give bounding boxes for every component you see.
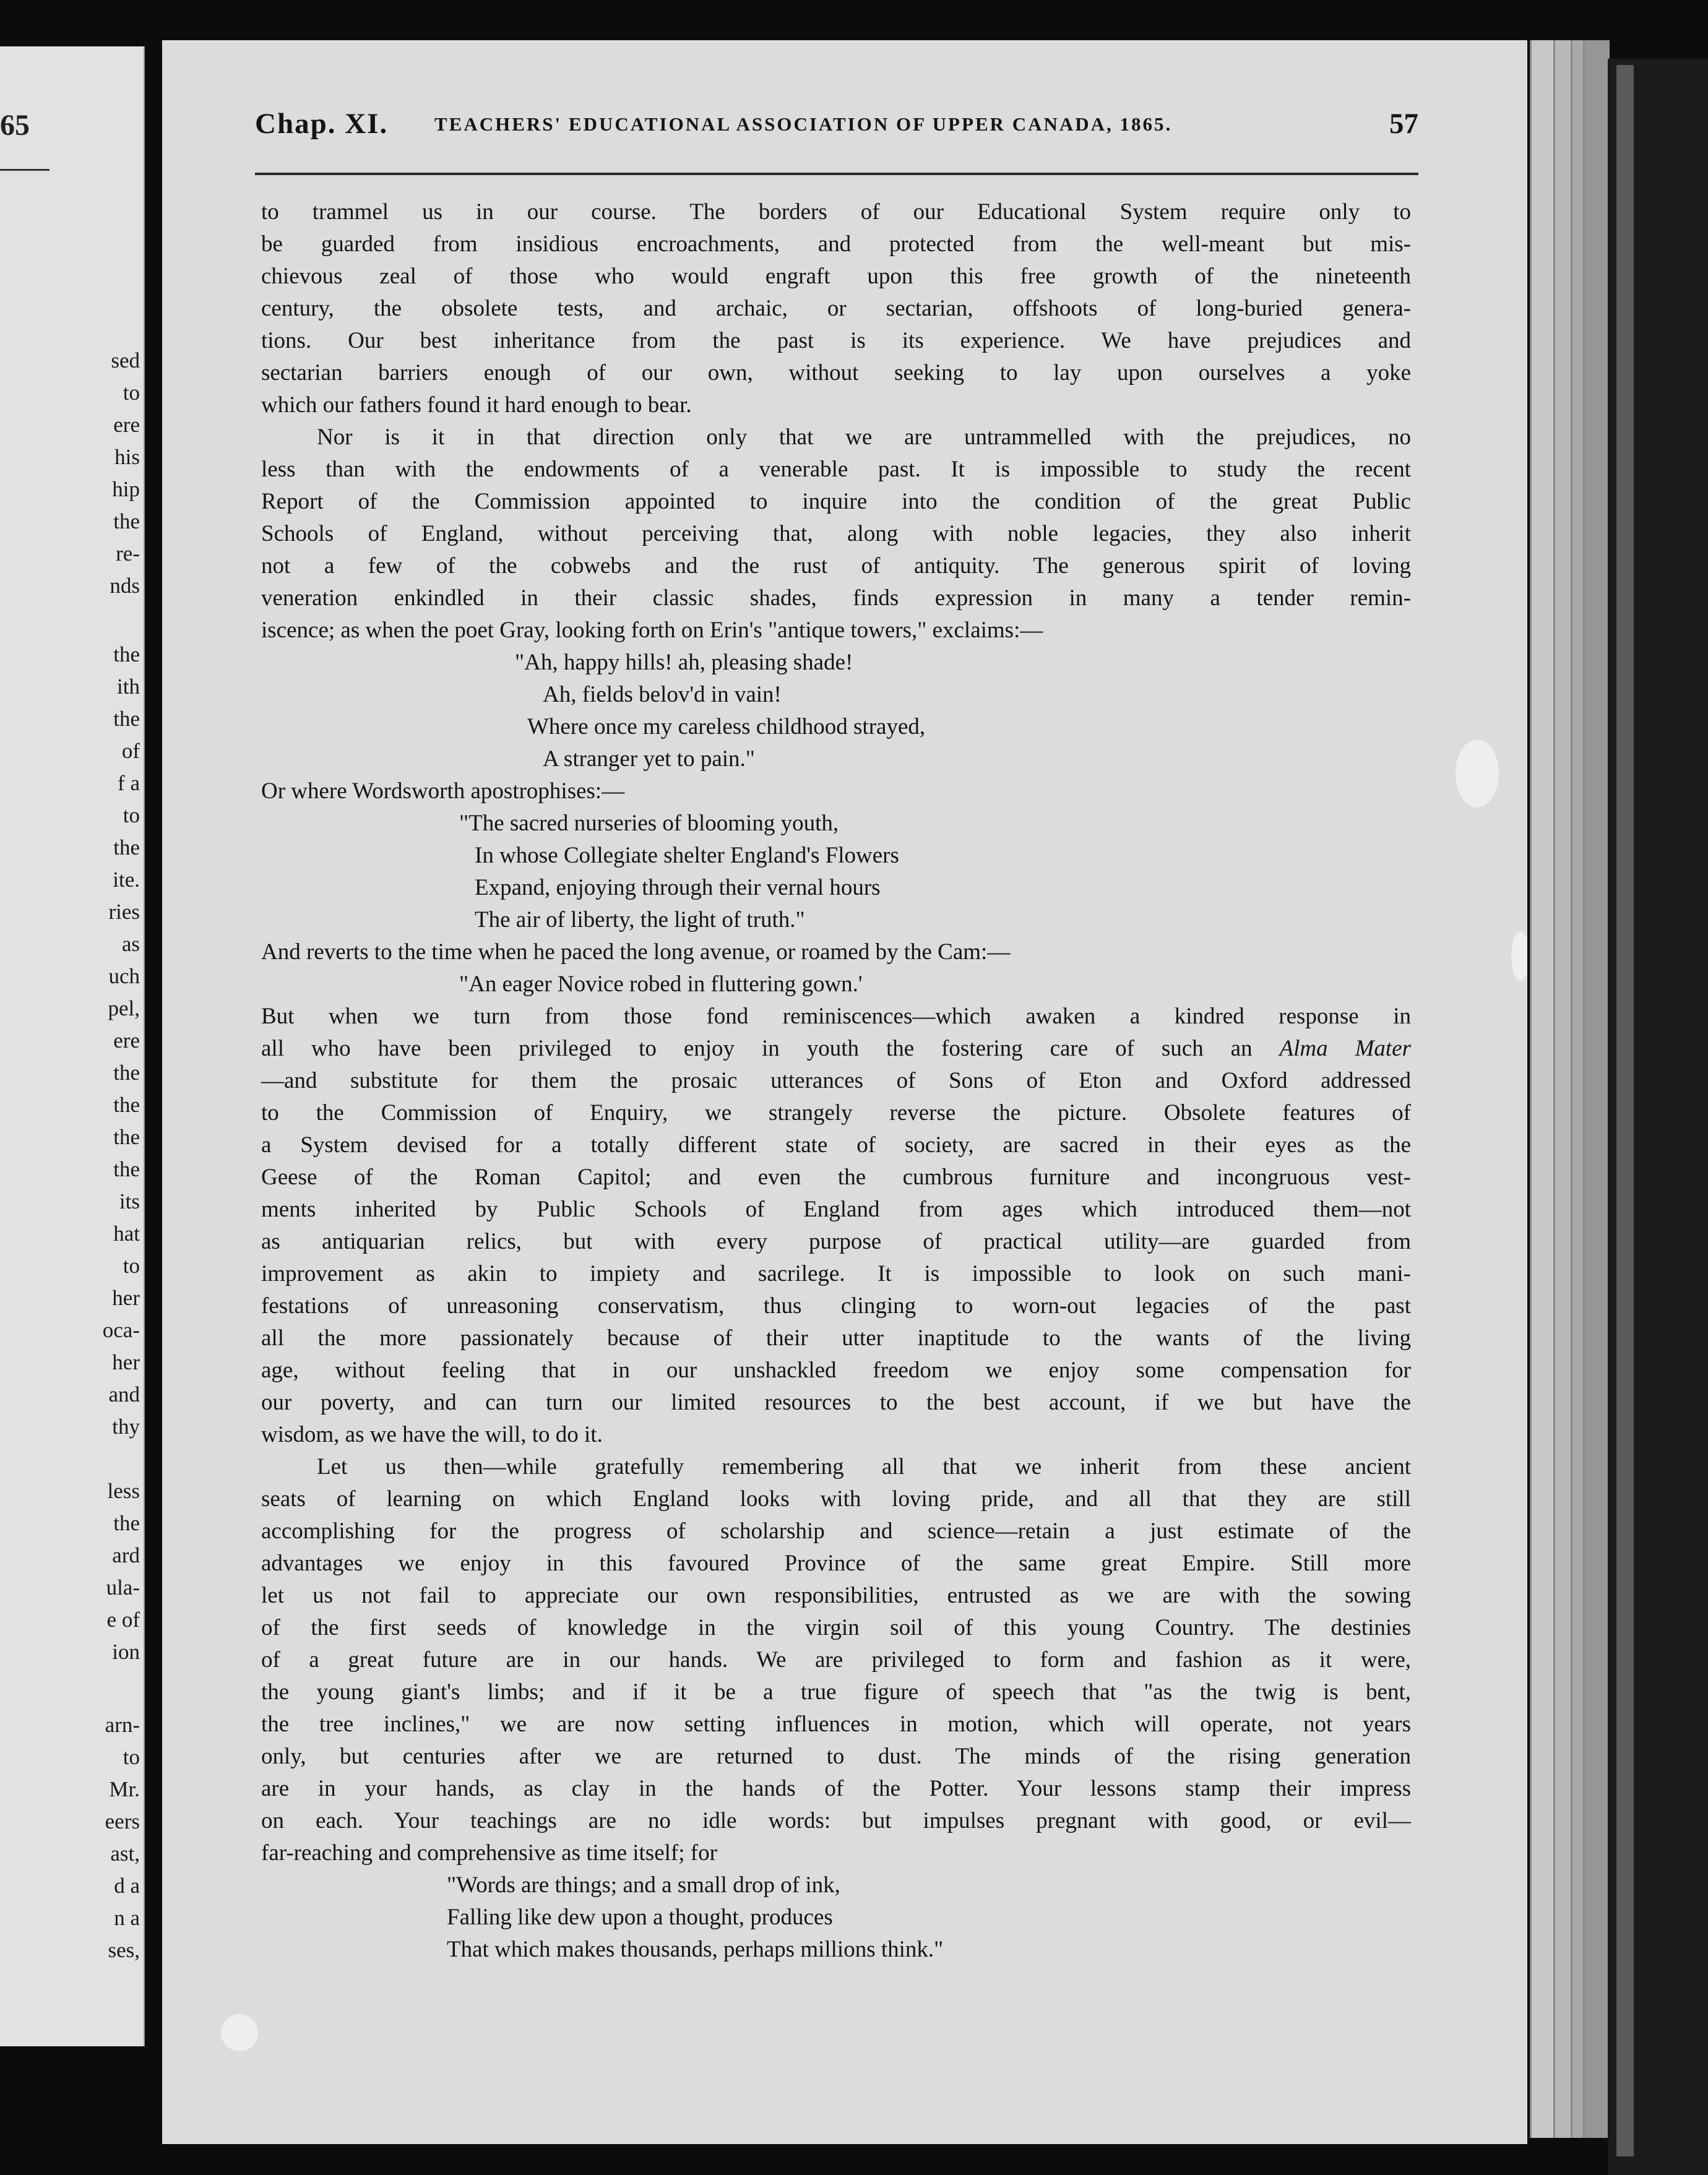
left-page-line: to <box>123 381 140 405</box>
text-line: advantages we enjoy in this favoured Province of the same great Empire. Still more <box>261 1551 1411 1576</box>
verse-line: In whose Collegiate shelter England's Flowers <box>475 843 899 868</box>
left-page-line: ith <box>117 674 140 699</box>
left-page-line: uch <box>108 964 140 988</box>
text-line: Nor is it in that direction only that we are untrammelled with the prejudices, no <box>317 424 1411 450</box>
left-page-line: its <box>119 1189 140 1213</box>
text-line: Geese of the Roman Capitol; and even the cumbrous furniture and incongruous vest- <box>261 1165 1411 1190</box>
left-page-line: the <box>113 1061 140 1085</box>
left-page-line: of <box>121 739 140 763</box>
text-line: festations of unreasoning conservatism, thus clinging to worn-out legacies of the past <box>261 1293 1411 1319</box>
left-page-line: the <box>113 642 140 666</box>
text-line: wisdom, as we have the will, to do it. <box>261 1422 603 1447</box>
header-rule <box>255 173 1418 175</box>
text-line: all who have been privileged to enjoy in youth the fostering care of such an Alma Mater <box>261 1036 1411 1061</box>
text-line: century, the obsolete tests, and archaic, or sectarian, offshoots of long-buried genera- <box>261 296 1411 321</box>
chapter-label: Chap. XI. <box>255 108 389 140</box>
text-line: only, but centuries after we are returned to dust. The minds of the rising generation <box>261 1744 1411 1769</box>
text-line: a System devised for a totally different state of society, are sacred in their eyes as the <box>261 1132 1411 1158</box>
page-number: 57 <box>1389 108 1418 140</box>
left-page-line: his <box>114 445 140 469</box>
left-page-line: arn- <box>105 1713 140 1737</box>
left-page-line: ite. <box>113 868 140 892</box>
left-page-line: nds <box>110 574 140 598</box>
verse-line: Falling like dew upon a thought, produces <box>447 1905 833 1930</box>
left-page-line: pel, <box>108 996 140 1020</box>
text-line: veneration enkindled in their classic shades, finds expression in many a tender remin- <box>261 585 1411 611</box>
left-page-line: to <box>123 803 140 827</box>
text-line: not a few of the cobwebs and the rust of antiquity. The generous spirit of loving <box>261 553 1411 579</box>
page-edge <box>1583 40 1610 2138</box>
text-line: our poverty, and can turn our limited resources to the best account, if we but have the <box>261 1390 1411 1415</box>
left-facing-page <box>0 46 145 2046</box>
left-page-line: re- <box>116 541 140 566</box>
verse-line: "Ah, happy hills! ah, pleasing shade! <box>515 650 853 675</box>
left-page-line: hip <box>112 477 140 501</box>
text-line: on each. Your teachings are no idle words: but impulses pregnant with good, or evil— <box>261 1808 1411 1833</box>
left-page-line: ula- <box>106 1575 140 1600</box>
verse-line: "An eager Novice robed in fluttering gown.' <box>459 971 863 997</box>
text-line: tions. Our best inheritance from the past is its experience. We have prejudices and <box>261 328 1411 353</box>
text-line: sectarian barriers enough of our own, without seeking to lay upon ourselves a yoke <box>261 360 1411 385</box>
left-page-line: hat <box>113 1221 140 1246</box>
left-page-line: thy <box>112 1415 140 1439</box>
verse-line: The air of liberty, the light of truth." <box>475 907 805 932</box>
binding-highlight <box>1616 65 1634 2156</box>
text-line: as antiquarian relics, but with every purpose of practical utility—are guarded from <box>261 1229 1411 1254</box>
left-page-line: the <box>113 707 140 731</box>
text-line: ments inherited by Public Schools of England from ages which introduced them—not <box>261 1197 1411 1222</box>
text-line: Schools of England, without perceiving that, along with noble legacies, they also inherit <box>261 521 1411 546</box>
text-line: And reverts to the time when he paced the long avenue, or roamed by the Cam:— <box>261 939 1011 965</box>
text-line: far-reaching and comprehensive as time itself; for <box>261 1840 717 1866</box>
text-line: be guarded from insidious encroachments, and protected from the well-meant but mis- <box>261 231 1411 257</box>
left-page-line: f a <box>118 771 140 795</box>
text-line: less than with the endowments of a venerable past. It is impossible to study the recent <box>261 457 1411 482</box>
verse-line: "The sacred nurseries of blooming youth, <box>459 811 839 836</box>
verse-line: That which makes thousands, perhaps millions think." <box>447 1937 944 1962</box>
left-page-line: sed <box>111 348 140 373</box>
left-page-line: eers <box>105 1809 140 1833</box>
page-stain <box>1456 739 1499 808</box>
text-line: to trammel us in our course. The borders of our Educational System require only to <box>261 199 1411 225</box>
verse-line: "Words are things; and a small drop of ink, <box>447 1872 840 1898</box>
left-page-line: to <box>123 1745 140 1769</box>
text-line: of the first seeds of knowledge in the virgin soil of this young Country. The destinies <box>261 1615 1411 1640</box>
verse-line: Ah, fields belov'd in vain! <box>543 682 782 707</box>
left-page-line: the <box>113 1511 140 1535</box>
left-page-line: ast, <box>110 1841 140 1866</box>
left-page-line: and <box>108 1382 140 1406</box>
text-line: accomplishing for the progress of scholarship and science—retain a just estimate of the <box>261 1518 1411 1544</box>
verse-line: A stranger yet to pain." <box>543 746 755 772</box>
page-stain <box>221 2014 258 2051</box>
text-line: —and substitute for them the prosaic utterances of Sons of Eton and Oxford addressed <box>261 1068 1411 1093</box>
left-page-line: n a <box>114 1906 140 1930</box>
left-page-line: less <box>107 1479 140 1503</box>
text-line: Let us then—while gratefully remembering all that we inherit from these ancient <box>317 1454 1411 1479</box>
text-line: Or where Wordsworth apostrophises:— <box>261 778 625 804</box>
text-line: improvement as akin to impiety and sacrilege. It is impossible to look on such mani- <box>261 1261 1411 1286</box>
verse-line: Expand, enjoying through their vernal hours <box>475 875 881 900</box>
text-line: chievous zeal of those who would engraft upon this free growth of the nineteenth <box>261 264 1411 289</box>
left-page-line: ses, <box>108 1938 140 1962</box>
text-line: seats of learning on which England looks with loving pride, and all that they are still <box>261 1486 1411 1512</box>
left-page-line: ard <box>112 1543 140 1567</box>
text-line: are in your hands, as clay in the hands of the Potter. Your lessons stamp their impress <box>261 1776 1411 1801</box>
left-page-line: Mr. <box>109 1777 140 1801</box>
left-page-line: ere <box>113 1028 140 1053</box>
text-line: Report of the Commission appointed to inquire into the condition of the great Public <box>261 489 1411 514</box>
left-page-line: oca- <box>102 1318 140 1342</box>
text-line: of a great future are in our hands. We are privileged to form and fashion as it were, <box>261 1647 1411 1673</box>
left-page-line: the <box>113 835 140 859</box>
left-page-line: e of <box>106 1608 140 1632</box>
left-page-line: her <box>112 1286 140 1310</box>
text-line: to the Commission of Enquiry, we strangely reverse the picture. Obsolete features of <box>261 1100 1411 1126</box>
left-page-line: her <box>112 1350 140 1374</box>
main-page <box>162 40 1527 2144</box>
running-title: TEACHERS' EDUCATIONAL ASSOCIATION OF UPPER CANADA, 1865. <box>434 113 1173 135</box>
body-text <box>261 196 1411 1966</box>
text-line: the tree inclines," we are now setting influences in motion, which will operate, not years <box>261 1712 1411 1737</box>
text-line: the young giant's limbs; and if it be a true figure of speech that "as the twig is bent, <box>261 1679 1411 1705</box>
text-line: which our fathers found it hard enough to bear. <box>261 392 692 418</box>
left-page-line: the <box>113 1125 140 1149</box>
left-page-line: ere <box>113 413 140 437</box>
left-page-line: ries <box>108 900 140 924</box>
running-header <box>255 107 1418 157</box>
left-page-line: d a <box>114 1874 140 1898</box>
left-page-header-rule <box>0 169 50 171</box>
text-line: age, without feeling that in our unshackled freedom we enjoy some compensation for <box>261 1358 1411 1383</box>
left-page-line: ion <box>112 1640 140 1664</box>
left-page-line: the <box>113 1093 140 1117</box>
left-page-line: as <box>121 932 140 956</box>
text-line: all the more passionately because of their utter inaptitude to the wants of the living <box>261 1325 1411 1351</box>
text-line: iscence; as when the poet Gray, looking forth on Erin's "antique towers," exclaims:— <box>261 618 1043 643</box>
page-edge <box>1530 40 1556 2138</box>
left-page-line: the <box>113 509 140 533</box>
left-page-line: to <box>123 1254 140 1278</box>
text-line: But when we turn from those fond reminiscences—which awaken a kindred response in <box>261 1004 1411 1029</box>
text-line: let us not fail to appreciate our own responsibilities, entrusted as we are with the sowing <box>261 1583 1411 1608</box>
left-page-number: 65 <box>0 109 30 142</box>
left-page-line: the <box>113 1157 140 1181</box>
verse-line: Where once my careless childhood strayed, <box>527 714 926 739</box>
page-stain <box>1511 931 1527 981</box>
